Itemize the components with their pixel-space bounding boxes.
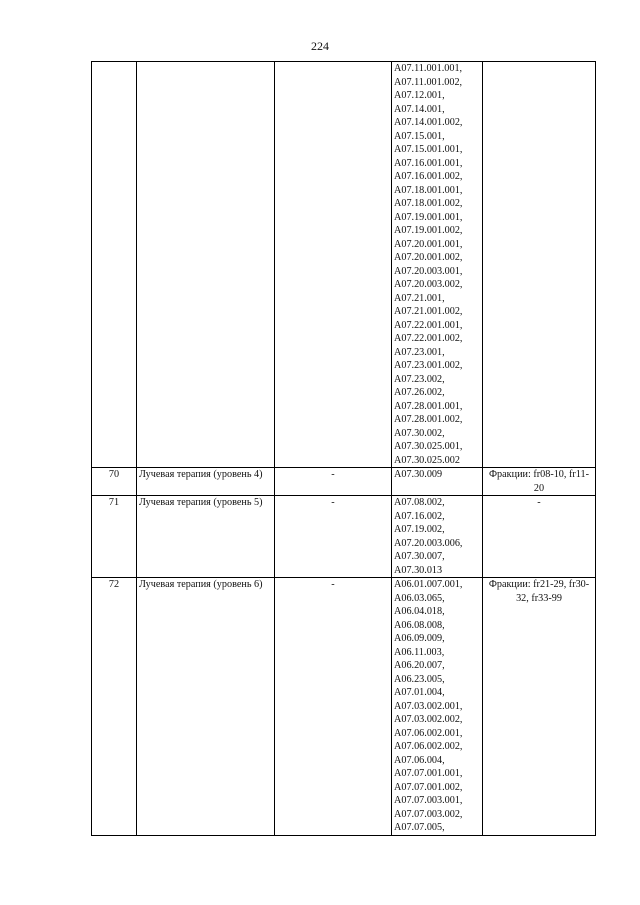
service-code: A07.03.002.002, [394,714,463,725]
service-code: A07.30.013 [394,564,443,576]
service-code: A06.01.007.001, [394,579,463,590]
row-number: 71 [108,497,120,508]
service-code: A07.19.001.002, [394,225,463,236]
service-code: A07.30.025.001, [394,441,463,452]
note-cell [483,578,596,836]
service-code: A07.08.002, [394,497,445,508]
fractions-note: Фракции: fr08-10, fr11-20 [489,469,589,494]
service-code: A07.11.001.001, [394,63,463,74]
service-code: A07.20.003.002, [394,279,463,290]
service-code: A07.19.001.001, [394,211,463,223]
service-code: A06.23.005, [394,673,445,685]
col3-cell [275,578,392,836]
service-code: A07.20.003.001, [394,265,463,277]
service-code: A07.07.001.002, [394,781,463,793]
service-code: A07.30.025.002 [394,454,460,466]
codes-cell [392,578,483,836]
codes-cell [392,468,483,496]
service-code: A07.26.002, [394,387,445,398]
service-code: A07.22.001.002, [394,333,463,344]
service-code: A07.21.001.002, [394,306,463,317]
service-code: A06.09.009, [394,633,445,644]
note-cell [483,468,596,496]
service-code: A07.20.003.006, [394,537,463,549]
note-cell [483,496,596,578]
name-cell [137,62,275,468]
fractions-note: Фракции: fr21-29, fr30-32, fr33-99 [488,579,590,604]
col3-value: - [331,469,335,480]
service-code: A07.06.002.001, [394,727,463,739]
service-code: A07.03.002.001, [394,700,463,712]
row-number-cell [92,62,137,468]
service-code: A07.15.001, [394,130,445,142]
service-code: A07.23.001, [394,346,445,358]
col3-value: - [331,497,335,508]
table-row [92,496,596,578]
fractions-note: - [537,497,541,508]
page-number: 224 [311,39,329,53]
service-code: A07.06.004, [394,754,445,766]
service-code: A07.20.001.002, [394,252,463,263]
tariff-table [91,61,596,836]
service-code: A07.01.004, [394,687,445,698]
therapy-name: Лучевая терапия (уровень 5) [139,497,263,508]
service-code: A07.07.003.001, [394,795,463,806]
service-code: A07.30.002, [394,427,445,439]
row-number-cell [92,496,137,578]
codes-cell [392,496,483,578]
service-code: A07.16.001.002, [394,171,463,182]
service-code: A07.28.001.002, [394,414,463,425]
service-code: A07.06.002.002, [394,741,463,752]
service-code: A06.20.007, [394,660,445,671]
therapy-name: Лучевая терапия (уровень 6) [139,579,263,590]
service-code: A07.16.001.001, [394,157,463,169]
name-cell [137,578,275,836]
therapy-name: Лучевая терапия (уровень 4) [139,469,263,480]
service-code: A06.04.018, [394,606,445,617]
service-code: A07.20.001.001, [394,238,463,250]
service-code: A07.19.002, [394,524,445,535]
service-code: A07.07.001.001, [394,768,463,779]
col3-cell [275,62,392,468]
service-code: A07.30.009 [394,469,443,480]
col3-cell [275,496,392,578]
row-number-cell [92,468,137,496]
table-row [92,578,596,836]
table-row [92,62,596,468]
row-number-cell [92,578,137,836]
service-code: A06.03.065, [394,592,445,604]
codes-cell [392,62,483,468]
service-code: A07.18.001.001, [394,184,463,196]
service-code: A07.07.005, [394,822,445,833]
name-cell [137,468,275,496]
service-code: A07.21.001, [394,292,445,304]
name-cell [137,496,275,578]
service-code: A06.11.003, [394,646,445,658]
table-row [92,468,596,496]
service-code: A07.14.001.002, [394,117,463,128]
col3-value: - [331,579,335,590]
service-code: A06.08.008, [394,619,445,631]
service-code: A07.16.002, [394,510,445,522]
service-code: A07.11.001.002, [394,76,463,88]
service-code: A07.23.001.002, [394,360,463,371]
service-code: A07.28.001.001, [394,400,463,412]
service-code: A07.12.001, [394,90,445,101]
service-code: A07.18.001.002, [394,198,463,209]
service-code: A07.22.001.001, [394,319,463,331]
service-code: A07.07.003.002, [394,808,463,820]
service-code: A07.14.001, [394,103,445,115]
row-number: 70 [108,469,120,480]
note-cell [483,62,596,468]
service-code: A07.23.002, [394,373,445,385]
service-code: A07.30.007, [394,551,445,562]
service-code: A07.15.001.001, [394,144,463,155]
row-number: 72 [108,579,120,590]
col3-cell [275,468,392,496]
